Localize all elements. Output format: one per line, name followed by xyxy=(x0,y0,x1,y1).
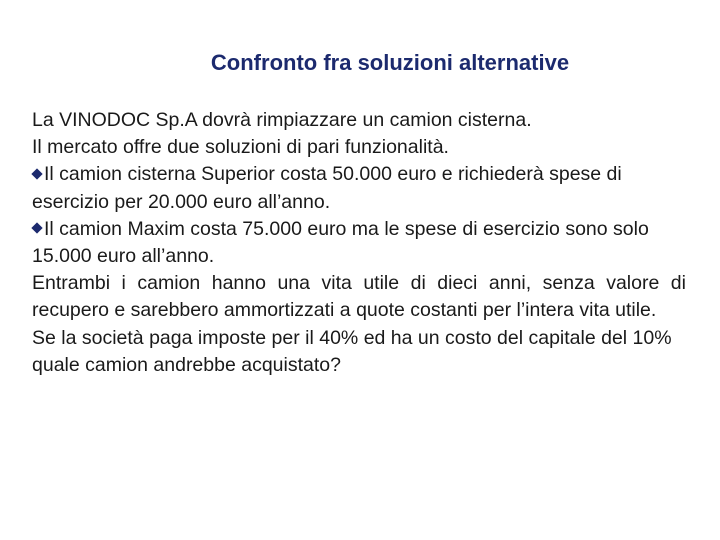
bullet-item-maxim xyxy=(32,216,686,270)
slide-title: Confronto fra soluzioni alternative xyxy=(210,50,570,75)
paragraph-market: Il mercato offre due soluzioni di pari funzionalità. xyxy=(32,136,449,159)
diamond-bullet-icon xyxy=(31,168,42,179)
paragraph-question: Se la società paga imposte per il 40% ed ha un costo del capitale del 10% quale camion andrebbe acquistato? xyxy=(32,326,672,376)
bullet-item-superior xyxy=(32,161,686,215)
paragraph-lifetime: Entrambi i camion hanno una vita utile di dieci anni, senza valore di recupero e sarebbero ammortizzati a quote costanti per l’intera vita utile. xyxy=(32,272,686,322)
bullet-text-maxim: Il camion Maxim costa 75.000 euro ma le spese di esercizio sono solo 15.000 euro all’anno. xyxy=(32,217,649,268)
slide-body xyxy=(32,107,686,379)
diamond-bullet-icon xyxy=(31,222,42,233)
bullet-text-superior: Il camion cisterna Superior costa 50.000 euro e richiederà spese di esercizio per 20.000 euro all’anno. xyxy=(32,163,622,213)
paragraph-intro: La VINODOC Sp.A dovrà rimpiazzare un camion cisterna. xyxy=(32,109,532,131)
